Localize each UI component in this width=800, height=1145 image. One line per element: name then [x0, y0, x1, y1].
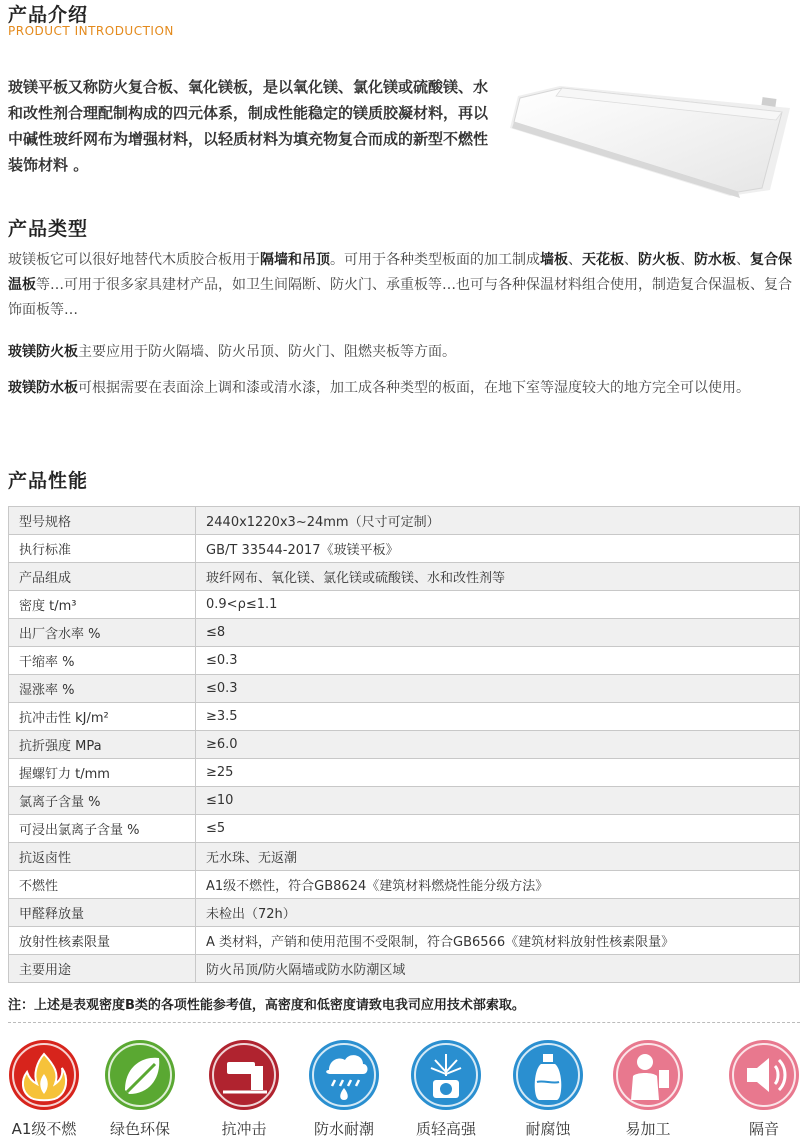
types-keyword: 防火板: [638, 252, 680, 268]
spec-value: A 类材料，产销和使用范围不受限制，符合GB6566《建筑材料放射性核素限量》: [196, 927, 800, 955]
feature-item: [296, 1036, 392, 1139]
spec-value: 无水珠、无返潮: [196, 843, 800, 871]
waterproof-board-label: 玻镁防水板: [8, 380, 78, 396]
table-row: [9, 675, 800, 703]
spec-key: 产品组成: [9, 563, 196, 591]
table-row: [9, 843, 800, 871]
table-row: [9, 871, 800, 899]
performance-note: 注：上述是表观密度B类的各项性能参考值，高密度和低密度请致电我司应用技术部索取。: [8, 998, 525, 1013]
types-paragraph-1: [8, 248, 796, 323]
spec-value: 防火吊顶/防火隔墙或防水防潮区域: [196, 955, 800, 983]
table-row: [9, 899, 800, 927]
spec-value: ≤0.3: [196, 647, 800, 675]
rain-icon: [309, 1040, 379, 1110]
feature-item: [398, 1036, 494, 1139]
types-keyword: 天花板: [582, 252, 624, 268]
types-text: 、: [680, 252, 694, 268]
spec-key: 抗冲击性 kJ/m²: [9, 703, 196, 731]
feature-item: [600, 1036, 696, 1139]
spec-value: ≤0.3: [196, 675, 800, 703]
spec-key: 抗折强度 MPa: [9, 731, 196, 759]
feature-label: 质轻高强: [415, 1120, 476, 1138]
feature-label: 抗冲击: [221, 1120, 267, 1138]
spec-key: 型号规格: [9, 507, 196, 535]
table-row: [9, 647, 800, 675]
leaf-icon: [105, 1040, 175, 1110]
spec-key: 抗返卤性: [9, 843, 196, 871]
spec-value: ≤8: [196, 619, 800, 647]
table-row: [9, 591, 800, 619]
spec-key: 甲醛释放量: [9, 899, 196, 927]
spec-key: 可浸出氯离子含量 %: [9, 815, 196, 843]
table-row: [9, 563, 800, 591]
spec-value: 2440x1220x3~24mm（尺寸可定制）: [196, 507, 800, 535]
spec-value: 未检出（72h）: [196, 899, 800, 927]
feature-label: 绿色环保: [109, 1120, 170, 1138]
types-keyword: 墙板: [540, 252, 568, 268]
spec-key: 密度 t/m³: [9, 591, 196, 619]
bottle-icon: [513, 1040, 583, 1110]
worker-icon: [613, 1040, 683, 1110]
spec-key: 执行标准: [9, 535, 196, 563]
types-text: 、: [736, 252, 750, 268]
spec-key: 放射性核素限量: [9, 927, 196, 955]
types-text: 、: [624, 252, 638, 268]
table-row: [9, 535, 800, 563]
spec-key: 不燃性: [9, 871, 196, 899]
feature-item: [500, 1036, 596, 1139]
divider: [8, 1022, 800, 1023]
spec-key: 主要用途: [9, 955, 196, 983]
feature-label: 防水耐潮: [313, 1120, 374, 1138]
feature-label: 耐腐蚀: [525, 1120, 571, 1138]
feature-label: 易加工: [625, 1120, 671, 1138]
table-row: [9, 731, 800, 759]
table-row: [9, 955, 800, 983]
spec-value: GB/T 33544-2017《玻镁平板》: [196, 535, 800, 563]
table-row: [9, 815, 800, 843]
hammer-icon: [209, 1040, 279, 1110]
spec-value: ≥25: [196, 759, 800, 787]
performance-title: 产品性能: [8, 470, 89, 492]
spec-key: 湿涨率 %: [9, 675, 196, 703]
speaker-icon: [729, 1040, 799, 1110]
types-keyword: 复合保温板: [8, 252, 792, 293]
table-row: [9, 619, 800, 647]
spec-value: ≥3.5: [196, 703, 800, 731]
table-row: [9, 759, 800, 787]
types-text: 等…可用于很多家具建材产品，如卫生间隔断、防火门、承重板等…也可与各种保温材料组合使用，制造复合保温板、复合饰面板等…: [8, 277, 792, 318]
spec-table: [8, 506, 800, 983]
feature-item: [92, 1036, 188, 1139]
types-keyword: 防水板: [694, 252, 736, 268]
types-paragraph-3: [8, 376, 796, 401]
intro-text: 玻镁平板又称防火复合板、氧化镁板，是以氧化镁、氯化镁或硫酸镁、水和改性剂合理配制构成的四元体系，制成性能稳定的镁质胶凝材料，再以中碱性玻纤网布为增强材料，以轻质材料为填充物复合而成的新型不燃性装饰材料 。: [8, 78, 489, 174]
table-row: [9, 507, 800, 535]
table-row: [9, 787, 800, 815]
spec-value: ≤5: [196, 815, 800, 843]
feature-item: [716, 1036, 800, 1139]
fire-icon: [9, 1040, 79, 1110]
fireproof-board-text: 主要应用于防火隔墙、防火吊顶、防火门、阻燃夹板等方面。: [78, 344, 456, 360]
spec-key: 出厂含水率 %: [9, 619, 196, 647]
types-text: 、: [568, 252, 582, 268]
feature-label: 隔音: [748, 1120, 779, 1138]
types-text: 玻镁板它可以很好地替代木质胶合板用于: [8, 252, 260, 268]
waterproof-board-text: 可根据需要在表面涂上调和漆或清水漆，加工成各种类型的板面，在地下室等湿度较大的地方完全可以使用。: [78, 380, 750, 396]
table-row: [9, 703, 800, 731]
spec-value: 玻纤网布、氧化镁、氯化镁或硫酸镁、水和改性剂等: [196, 563, 800, 591]
spec-key: 握螺钉力 t/mm: [9, 759, 196, 787]
spec-key: 氯离子含量 %: [9, 787, 196, 815]
table-row: [9, 927, 800, 955]
spec-value: 0.9<ρ≤1.1: [196, 591, 800, 619]
intro-title: 产品介绍: [8, 4, 89, 26]
intro-title-en: PRODUCT INTRODUCTION: [8, 24, 174, 38]
spec-value: ≥6.0: [196, 731, 800, 759]
types-text: 。可用于各种类型板面的加工制成: [330, 252, 540, 268]
spec-value: ≤10: [196, 787, 800, 815]
spec-value: A1级不燃性，符合GB8624《建筑材料燃烧性能分级方法》: [196, 871, 800, 899]
spec-key: 干缩率 %: [9, 647, 196, 675]
types-keyword: 隔墙和吊顶: [260, 252, 330, 268]
feature-item: [196, 1036, 292, 1139]
fireproof-board-label: 玻镁防火板: [8, 344, 78, 360]
feature-item: [0, 1036, 92, 1139]
scale-icon: [411, 1040, 481, 1110]
board-image: [500, 68, 798, 198]
types-title: 产品类型: [8, 218, 89, 240]
feature-icons: [0, 1036, 800, 1145]
feature-label: A1级不燃: [11, 1120, 77, 1138]
types-paragraph-2: [8, 340, 796, 365]
